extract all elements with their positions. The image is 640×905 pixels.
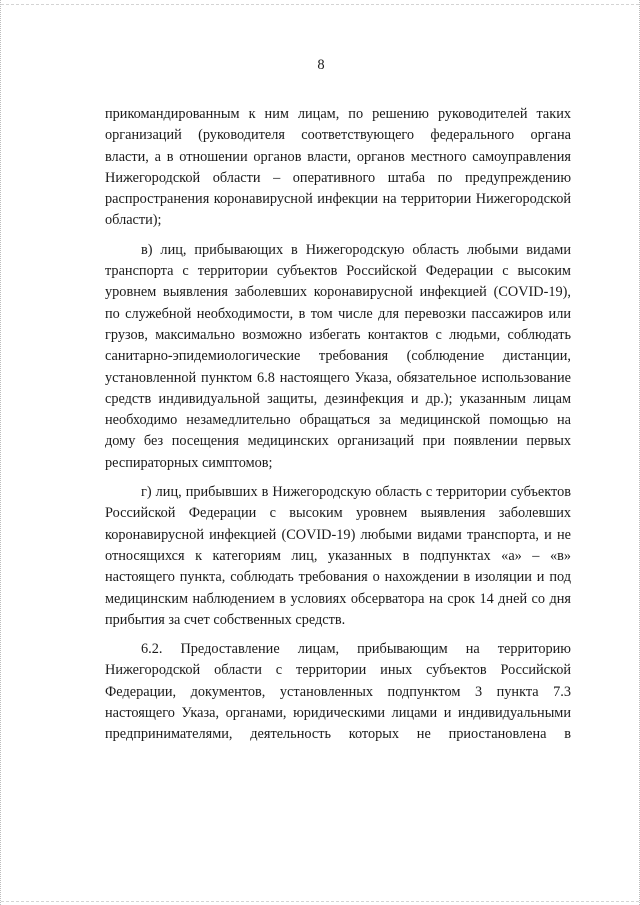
scan-top-edge <box>1 0 639 5</box>
text-line: установленной пунктом 6.8 настоящего Указа, обязательное использование <box>105 369 571 386</box>
text-line: необходимо незамедлительно обращаться за медицинской помощью на <box>105 412 571 429</box>
text-line: настоящего пункта, соблюдать требования о нахождении в изоляции и под <box>105 569 571 586</box>
text-line: Федерации, документов, установленных подпунктом 3 пункта 7.3 <box>105 683 571 700</box>
text-line: власти, а в отношении органов власти, органов местного самоуправления <box>105 148 571 165</box>
text-line: санитарно-эпидемиологические требования (соблюдение дистанции, <box>105 348 571 365</box>
text-line: в) лиц, прибывающих в Нижегородскую область любыми видами <box>141 241 571 258</box>
scan-bottom-edge <box>1 901 639 905</box>
page-number: 8 <box>317 57 325 73</box>
paragraph <box>105 104 571 232</box>
text-line: прикомандированным к ним лицам, по решению руководителей таких <box>105 106 571 122</box>
paragraph <box>105 639 571 745</box>
text-line: Нижегородской области с территории иных субъектов Российской <box>105 662 571 679</box>
paragraph <box>105 240 571 474</box>
text-line: грузов, максимально возможно избегать контактов с людьми, соблюдать <box>105 326 571 343</box>
text-line: по служебной необходимости, в том числе для перевозки пассажиров или <box>105 305 571 322</box>
paragraph <box>105 482 571 631</box>
text-line: распространения коронавирусной инфекции на территории Нижегородской <box>105 191 571 208</box>
text-line: прибытия за счет собственных средств. <box>105 611 346 628</box>
text-line: относящихся к категориям лиц, указанных в подпунктах «а» – «в» <box>105 547 571 564</box>
text-line: предпринимателями, деятельность которых не приостановлена в <box>105 726 571 743</box>
text-line: г) лиц, прибывших в Нижегородскую область с территории субъектов <box>141 484 571 501</box>
text-line: Нижегородской области – оперативного штаба по предупреждению <box>105 169 571 186</box>
text-line: транспорта с территории субъектов Российской Федерации с высоким <box>105 263 571 280</box>
text-line: 6.2. Предоставление лицам, прибывающим на территорию <box>141 641 571 658</box>
text-line: организаций (руководителя соответствующего федерального органа <box>105 127 571 144</box>
text-line: средств индивидуальной защиты, дезинфекция и др.); указанным лицам <box>105 390 571 407</box>
text-line: респираторных симптомов; <box>105 454 273 471</box>
document-body <box>105 104 571 746</box>
text-line: Российской Федерации с высоким уровнем выявления заболевших <box>105 505 571 522</box>
text-line: настоящего Указа, органами, юридическими лицами и индивидуальными <box>105 705 571 722</box>
text-line: медицинским наблюдением в условиях обсерватора на срок 14 дней со дня <box>105 590 571 607</box>
text-line: дому без посещения медицинских организаций при появлении первых <box>105 433 571 450</box>
text-line: области); <box>105 212 162 229</box>
text-line: уровнем выявления заболевших коронавирусной инфекцией (COVID-19), <box>105 284 571 301</box>
text-line: коронавирусной инфекцией (COVID-19) любыми видами транспорта, и не <box>105 526 571 543</box>
